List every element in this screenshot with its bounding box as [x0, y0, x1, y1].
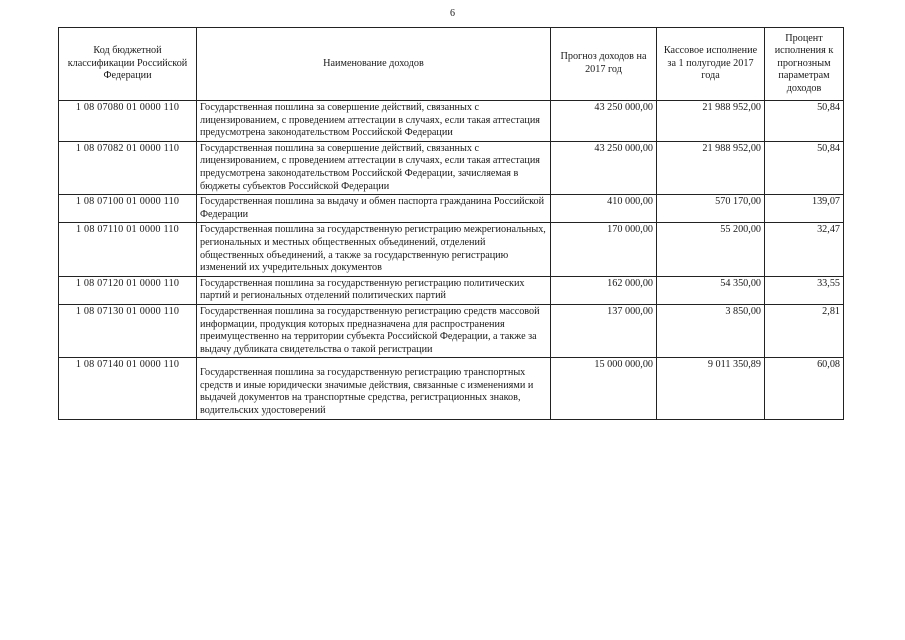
cell-percent: 60,08	[765, 358, 844, 419]
cell-percent: 139,07	[765, 195, 844, 223]
cell-cash: 3 850,00	[657, 304, 765, 357]
cell-percent: 33,55	[765, 276, 844, 304]
cell-name: Государственная пошлина за государственную регистрацию политических партий и региональных отделений политических партий	[197, 276, 551, 304]
table-row	[59, 304, 844, 357]
cell-forecast: 137 000,00	[551, 304, 657, 357]
cell-forecast: 43 250 000,00	[551, 141, 657, 194]
cell-forecast: 162 000,00	[551, 276, 657, 304]
page-number: 6	[450, 8, 455, 19]
cell-cash: 21 988 952,00	[657, 141, 765, 194]
cell-cash: 55 200,00	[657, 223, 765, 276]
cell-cash: 9 011 350,89	[657, 358, 765, 419]
cell-code: 1 08 07120 01 0000 110	[59, 276, 197, 304]
cell-forecast: 170 000,00	[551, 223, 657, 276]
cell-cash: 54 350,00	[657, 276, 765, 304]
cell-code: 1 08 07140 01 0000 110	[59, 358, 197, 419]
cell-name: Государственная пошлина за совершение действий, связанных с лицензированием, с проведением аттестации в случаях, если такая аттестация предусмотрена законодательством Российской Федерации, зачисляемая в бюджеты субъектов Российской Федерации	[197, 141, 551, 194]
cell-code: 1 08 07100 01 0000 110	[59, 195, 197, 223]
revenue-table	[58, 27, 844, 420]
cell-code: 1 08 07082 01 0000 110	[59, 141, 197, 194]
cell-code: 1 08 07110 01 0000 110	[59, 223, 197, 276]
cell-forecast: 410 000,00	[551, 195, 657, 223]
cell-cash: 570 170,00	[657, 195, 765, 223]
table-row	[59, 101, 844, 142]
cell-percent: 32,47	[765, 223, 844, 276]
cell-forecast: 43 250 000,00	[551, 101, 657, 142]
header-forecast: Прогноз доходов на 2017 год	[551, 28, 657, 101]
cell-percent: 50,84	[765, 141, 844, 194]
header-cash: Кассовое исполнение за 1 полугодие 2017 года	[657, 28, 765, 101]
header-code: Код бюджетной классификации Российской Федерации	[59, 28, 197, 101]
table-row	[59, 195, 844, 223]
header-percent: Процент исполнения к прогнозным параметрам доходов	[765, 28, 844, 101]
header-name: Наименование доходов	[197, 28, 551, 101]
cell-name: Государственная пошлина за выдачу и обмен паспорта гражданина Российской Федерации	[197, 195, 551, 223]
cell-percent: 2,81	[765, 304, 844, 357]
table-header-row	[59, 28, 844, 101]
cell-name: Государственная пошлина за государственную регистрацию средств массовой информации, продукция которых предназначена для распространения преимущественно на территории субъекта Российской Федерации, а также за выдачу дубликата свидетельства о такой регистрации	[197, 304, 551, 357]
cell-forecast: 15 000 000,00	[551, 358, 657, 419]
cell-name: Государственная пошлина за государственную регистрацию межрегиональных, региональных и местных общественных объединений, отделений общественных объединений, а также за государственную регистрацию изменений их учредительных документов	[197, 223, 551, 276]
cell-code: 1 08 07080 01 0000 110	[59, 101, 197, 142]
table-row	[59, 276, 844, 304]
cell-cash: 21 988 952,00	[657, 101, 765, 142]
cell-name: Государственная пошлина за совершение действий, связанных с лицензированием, с проведением аттестации в случаях, если такая аттестация предусмотрена законодательством Российской Федерации	[197, 101, 551, 142]
cell-percent: 50,84	[765, 101, 844, 142]
cell-name: Государственная пошлина за государственную регистрацию транспортных средств и иные юридически значимые действия, связанные с изменениями и выдачей документов на транспортные средства, регистрационных знаков, водительских удостоверений	[197, 358, 551, 419]
cell-code: 1 08 07130 01 0000 110	[59, 304, 197, 357]
table-row	[59, 358, 844, 419]
table-row	[59, 141, 844, 194]
table-row	[59, 223, 844, 276]
